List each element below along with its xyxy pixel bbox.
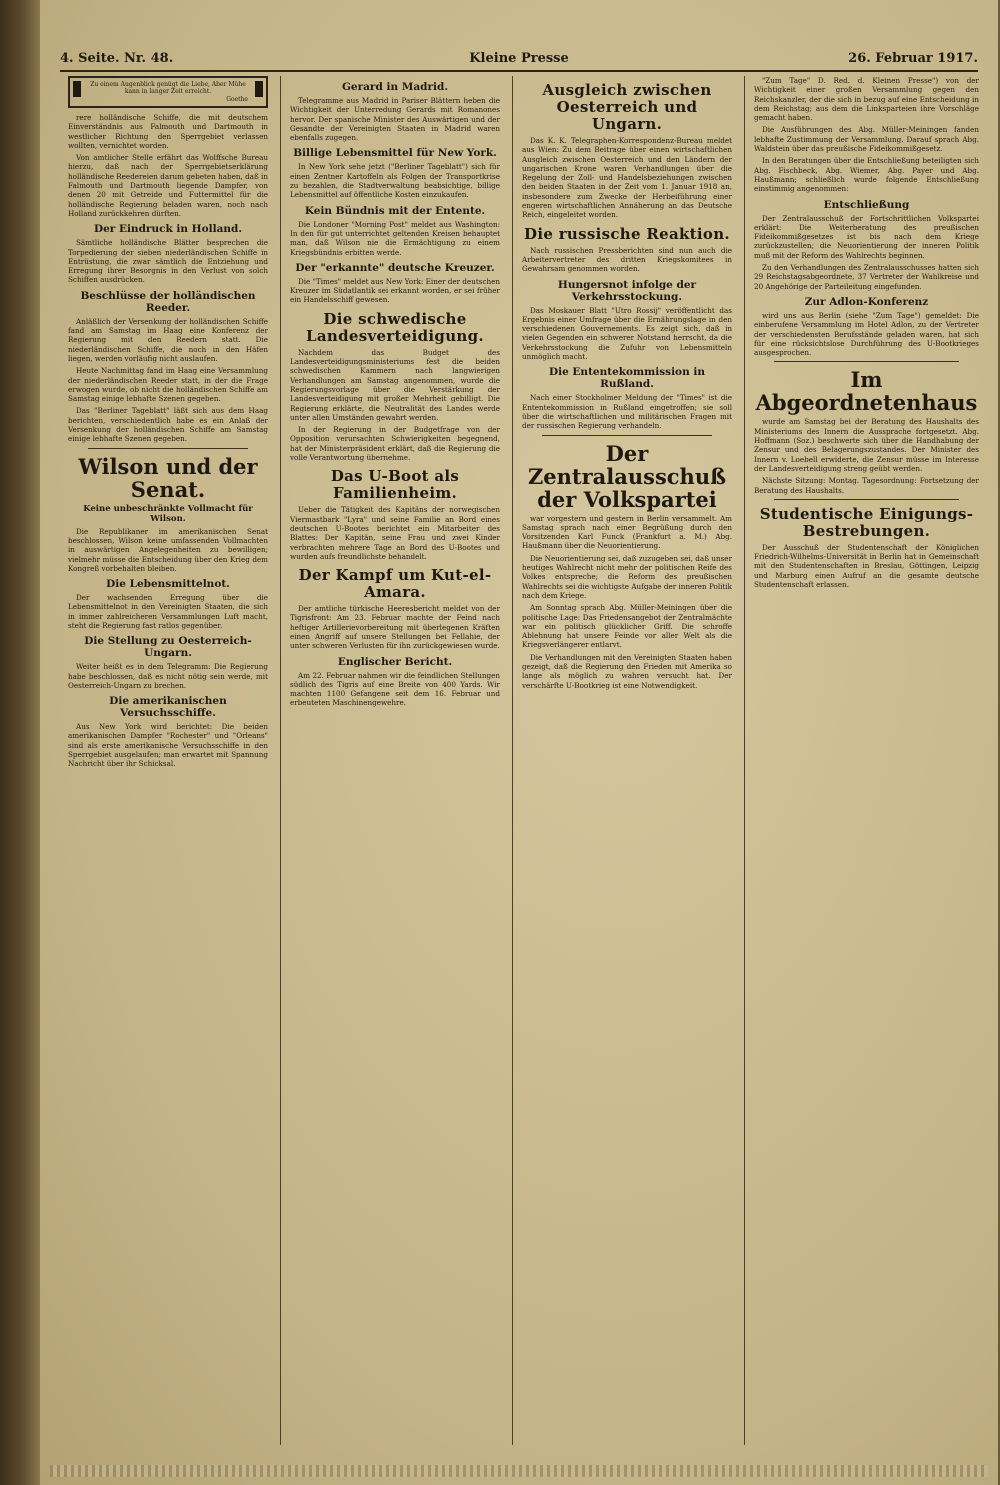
headline: Die schwedische Landesverteidigung. — [306, 309, 484, 345]
article-paragraph: Der amtliche türkische Heeresbericht meldet von der Tigrisfront: Am 23. Februar machte der Feind nach heftiger Artillerievorbereitung mit überlegenen Kräften einen Angriff auf unsere Stellungen bei Fellahie, der unter schweren Verlusten für ihn zurückgewiesen wurde. — [290, 604, 500, 651]
headline: Die russische Reaktion. — [524, 224, 730, 243]
article-paragraph: Nachdem das Budget des Landesverteidigungsministeriums fest die beiden schwedischen Kammern nach langwierigen Verhandlungen am Samstag angenommen, wurde die Regierungsvorlage über die Verstärkung der Landesverteidigung mit großer Mehrheit gebilligt. Die Regierung erklärte, die Neutralität des Landes werde unter allen Umständen gewahrt werden. — [290, 347, 500, 422]
column-rule — [512, 76, 513, 1445]
article-paragraph: Am 22. Februar nahmen wir die feindlichen Stellungen südlich des Tigris auf eine Breite von 400 Yards. Wir machten 1100 Gefangene seit dem 16. Februar und erbeuteten Maschinengewehre. — [290, 670, 500, 708]
section-heading: Die Ententekommission in Rußland. — [549, 366, 705, 391]
column-rule — [744, 76, 745, 1445]
article-paragraph: wird uns aus Berlin (siehe "Zum Tage") gemeldet: Die einberufene Versammlung im Hotel Adlon, zu der Vertreter der verschiedensten Berufsstände geladen waren, hat sich für eine rücksichtslose Durchführung des U-Bootkrieges ausgesprochen. — [754, 310, 979, 358]
article-paragraph: Nach einer Stockholmer Meldung der "Times" ist die Ententekommission in Rußland eingetroffen; sie soll über die wirtschaftlichen und militärischen Fragen mit der russischen Regierung verhandeln. — [522, 393, 732, 431]
headline: Ausgleich zwischen Oesterreich und Ungarn. — [542, 81, 712, 133]
section-heading: Der "erkannte" deutsche Kreuzer. — [295, 261, 495, 274]
article-paragraph: Die Republikaner im amerikanischen Senat beschlossen, Wilson keine umfassenden Vollmachten in auswärtigen Angelegenheiten zu bewilligen; vielmehr müsse die Entscheidung über den Krieg dem Kongreß vorbehalten bleiben. — [68, 526, 268, 573]
article-paragraph: Von amtlicher Stelle erfährt das Wolffsche Bureau hierzu, daß nach der Sperrgebietserklärung holländische Reedereien darum gebeten haben, daß in Falmouth und Dartmouth liegende Dampfer, von denen 20 mit Getreide und Futtermittel für die holländische Regierung beladen waren, noch nach Holland zurückkehren dürften. — [68, 153, 268, 218]
subheadline: Keine unbeschränkte Vollmacht für Wilson. — [83, 503, 253, 524]
issue-date: 26. Februar 1917. — [848, 51, 978, 66]
divider — [542, 435, 712, 436]
article-paragraph: "Zum Tage" D. Red. d. Kleinen Presse") von der Wichtigkeit einer großen Versammlung gegen den Reichskanzler, der die sich in bezug auf eine Entscheidung in dem Reichstag; aus dem die Linksparteien ihre Vorschläge gemacht haben. — [754, 76, 979, 123]
article-paragraph: In der Regierung in der Budgetfrage von der Opposition verursachten Schwierigkeiten begegnend, hat der Ministerpräsident erklärt, daß die Regierung die volle Verantwortung übernehme. — [290, 425, 500, 463]
divider — [774, 499, 959, 500]
article-paragraph: In den Beratungen über die Entschließung beteiligten sich Abg. Fischbeck, Abg. Wiemer, Abg. Payer und Abg. Haußmann; schließlich wurde folgende Entschließung einstimmig angenommen: — [754, 156, 979, 194]
quote-text: Zu einem Augenblick genügt die Liebe, Aber Mühe kann in langer Zeit erreicht. — [90, 81, 246, 95]
section-heading: Zur Adlon-Konferenz — [804, 295, 929, 308]
article-paragraph: Der Zentralausschuß der Fortschrittlichen Volkspartei erklärt: Die Weiterberatung des preußischen Fideikommißgesetzes ist bis nach dem Kriege zurückzustellen; die Neuorientierung der inneren Politik muß mit der Reform des Wahlrechts beginnen. — [754, 213, 979, 260]
newspaper-page — [40, 0, 998, 1485]
divider — [774, 361, 959, 362]
masthead: Kleine Presse — [469, 51, 569, 66]
headline: Wilson und der Senat. — [78, 453, 258, 502]
article-paragraph: Die "Times" meldet aus New York: Einer der deutschen Kreuzer im Südatlantik sei erkannt worden, er sei früher ein Handelsschiff gewesen. — [290, 276, 500, 305]
column-4 — [754, 76, 979, 1445]
column-3 — [522, 76, 732, 1445]
quote-mark-icon — [255, 81, 263, 97]
article-paragraph: Die Neuorientierung sei, daß zuzugeben sei, daß unser heutiges Wahlrecht nicht mehr der politischen Reife des Volkes entspreche; die Reform des preußischen Wahlrechts sei die wichtigste Aufgabe der inneren Politik nach dem Kriege. — [522, 553, 732, 600]
headline: Im Abgeordnetenhaus — [755, 367, 978, 416]
quote-box — [68, 76, 268, 108]
article-paragraph: Aus New York wird berichtet: Die beiden amerikanischen Dampfer "Rochester" und "Orleans" sind als erste amerikanische Versuchsschiffe in den Sperrgebiet ausgelaufen; man erwartet mit Spannung Nachricht über ihr Schicksal. — [68, 722, 268, 769]
article-paragraph: war vorgestern und gestern in Berlin versammelt. Am Samstag sprach nach einer Begrüßung durch den Vorsitzenden Karl Funck (Frankfurt a. M.) Abg. Haußmann über die Neuorientierung. — [522, 513, 732, 551]
book-binding — [0, 0, 40, 1485]
section-heading: Der Eindruck in Holland. — [93, 223, 243, 236]
headline: Der Zentralausschuß der Volkspartei — [527, 440, 727, 512]
article-paragraph: Am Sonntag sprach Abg. Müller-Meiningen über die politische Lage: Das Friedensangebot der Zentralmächte war ein politisch glücklicher Griff. Die schroffe Ablehnung hat unsere Feinde vor aller Welt als die Kriegsverlängerer entlarvt. — [522, 603, 732, 650]
quote-author: Goethe — [226, 96, 248, 103]
article-paragraph: Sämtliche holländische Blätter besprechen die Torpedierung der sieben niederländischen Schiffe in Entrüstung, die zwar sämtlich die Entziehung und Erregung ihrer Besorgnis in den Verlust von solch Schiffen ausdrücken. — [68, 238, 268, 285]
column-2 — [290, 76, 500, 1445]
article-paragraph: Das K. K. Telegraphen-Korrespondenz-Bureau meldet aus Wien: Zu dem Beitrage über einen wirtschaftlichen Ausgleich zwischen Oesterreich und den Ländern der ungarischen Krone waren Verhandlungen über die Regelung der Zoll- und Handelsbeziehungen zwischen den beiden Staaten in der Zeit vom 1. Januar 1918 an, insbesondere zum Zwecke der Herbeiführung einer engeren wirtschaftlichen Annäherung an das Deutsche Reich, eingeleitet worden. — [522, 136, 732, 220]
section-heading: Die amerikanischen Versuchsschiffe. — [109, 695, 227, 720]
article-paragraph: Weiter heißt es in dem Telegramm: Die Regierung habe beschlossen, daß es nicht nötig sein werde, mit Oesterreich-Ungarn zu brechen. — [68, 662, 268, 690]
article-paragraph: Der wachsenden Erregung über die Lebensmittelnot in den Vereinigten Staaten, die sich in immer zahlreicheren Versammlungen Luft macht, steht die Regierung fast ratlos gegenüber. — [68, 593, 268, 630]
article-paragraph: Der Ausschuß der Studentenschaft der Königlichen Friedrich-Wilhelms-Universität in Berlin hat in Gemeinschaft mit den Studentenschaften in Breslau, Göttingen, Leipzig und Marburg einen Aufruf an die gesamte deutsche Studentenschaft erlassen. — [754, 542, 979, 589]
section-heading: Beschlüsse der holländischen Reeder. — [80, 289, 256, 314]
headline: Studentische Einigungs-Bestrebungen. — [759, 504, 974, 540]
article-paragraph: Die Verhandlungen mit den Vereinigten Staaten haben gezeigt, daß die Regierung den Frieden mit Amerika so lange als möglich zu wahren versucht hat. Der verschärfte U-Bootkrieg ist eine Notwendigkeit. — [522, 652, 732, 690]
section-heading: Die Stellung zu Oesterreich-Ungarn. — [84, 635, 252, 660]
article-paragraph: rere holländische Schiffe, die mit deutschem Einverständnis aus Falmouth und Dartmouth in westlicher Richtung den Sperrgebiet verlassen wollten, vernichtet worden. — [68, 113, 268, 150]
section-heading: Hungersnot infolge der Verkehrsstockung. — [557, 278, 697, 303]
section-heading: Die Lebensmittelnot. — [106, 578, 230, 591]
article-paragraph: In New York sehe jetzt ("Berliner Tageblatt") sich für einen Zentner Kartoffeln als Folgen der Transportkrise zu bezahlen, die Stadtverwaltung beabsichtige, billige Lebensmittel auf öffentliche Kosten einzukaufen. — [290, 162, 500, 200]
section-heading: Englischer Bericht. — [337, 655, 453, 668]
torn-bottom-edge — [50, 1465, 988, 1477]
headline: Das U-Boot als Familienheim. — [330, 467, 460, 503]
article-paragraph: Anläßlich der Versenkung der holländischen Schiffe fand am Samstag im Haag eine Konferenz der Regierung mit den Reedern statt. Die niederländischen Schiffe, die noch in den Häfen liegen, werden vorläufig nicht auslaufen. — [68, 316, 268, 363]
article-paragraph: Das Moskauer Blatt "Utro Rossij" veröffentlicht das Ergebnis einer Umfrage über die Ernährungslage in den verschiedenen Gouvernements. Es zeigt sich, daß in vielen Gegenden ein schwerer Notstand herrscht, da die Verkehrsstockung die Zufuhr von Lebensmitteln unmöglich macht. — [522, 305, 732, 362]
section-heading: Gerard in Madrid. — [341, 81, 449, 93]
divider — [88, 448, 248, 449]
section-heading: Kein Bündnis mit der Entente. — [304, 204, 486, 217]
page-number: 4. Seite. Nr. 48. — [60, 51, 174, 66]
article-paragraph: Die Londoner "Morning Post" meldet aus Washington: In den für gut unterrichtet geltenden Kreisen behauptet man, daß Wilson nie die Ermächtigung zu einem Kriegsbündnis erbitten werde. — [290, 219, 500, 257]
article-paragraph: Die Ausführungen des Abg. Müller-Meiningen fanden lebhafte Zustimmung der Versammlung. Darauf sprach Abg. Waldstein über das preußische Fideikommißgesetz. — [754, 125, 979, 154]
page-header — [60, 48, 978, 72]
article-paragraph: Zu den Verhandlungen des Zentralausschusses hatten sich 29 Reichstagsabgeordnete, 37 Vertreter der Wahlkreise und 20 Angehörige der Parteileitung eingefunden. — [754, 263, 979, 291]
article-paragraph: wurde am Samstag bei der Beratung des Haushalts des Ministeriums des Innern die Aussprache fortgesetzt. Abg. Hoffmann (Soz.) beschwerte sich über die Handhabung der Zensur und des Belagerungszustandes. Der Minister des Innern v. Loebell erwiderte, die Zensur müsse im Interesse der Landesverteidigung streng geübt werden. — [754, 417, 979, 473]
section-heading: Entschließung — [823, 198, 910, 211]
section-heading: Billige Lebensmittel für New York. — [293, 147, 497, 160]
article-paragraph: Nach russischen Pressberichten sind nun auch die Arbeitervertreter des dritten Kriegskomitees in Gewahrsam genommen worden. — [522, 245, 732, 274]
article-paragraph: Nächste Sitzung: Montag. Tagesordnung: Fortsetzung der Beratung des Haushalts. — [754, 476, 979, 495]
article-paragraph: Telegramme aus Madrid in Pariser Blättern heben die Wichtigkeit der Unterredung Gerards mit Romanones hervor. Der spanische Minister des Auswärtigen und der Gesandte der Vereinigten Staaten in Madrid waren ebenfalls zugegen. — [290, 96, 500, 143]
quote-mark-icon — [73, 81, 81, 97]
column-1 — [68, 76, 268, 1445]
article-paragraph: Das "Berliner Tageblatt" läßt sich aus dem Haag berichten, verschiedentlich habe es ein Anlaß der Versenkung der holländischen Schiffe am Samstag einige lebhafte Szenen gegeben. — [68, 406, 268, 444]
column-rule — [280, 76, 281, 1445]
article-paragraph: Heute Nachmittag fand im Haag eine Versammlung der niederländischen Reeder statt, in der die Frage erwogen wurde, ob nicht die holländischen Schiffe am Samstag einige lebhafte Szenen gegeben. — [68, 366, 268, 404]
headline: Der Kampf um Kut-el-Amara. — [298, 566, 492, 602]
article-paragraph: Ueber die Tätigkeit des Kapitäns der norwegischen Viermastbark "Lyra" und seine Familie an Bord eines deutschen U-Bootes berichtet ein Mitarbeiter des Blattes: Der Kapitän, seine Frau und zwei Kinder verbrachten mehrere Tage an Bord des U-Bootes und wurden aufs freundlichste behandelt. — [290, 505, 500, 561]
